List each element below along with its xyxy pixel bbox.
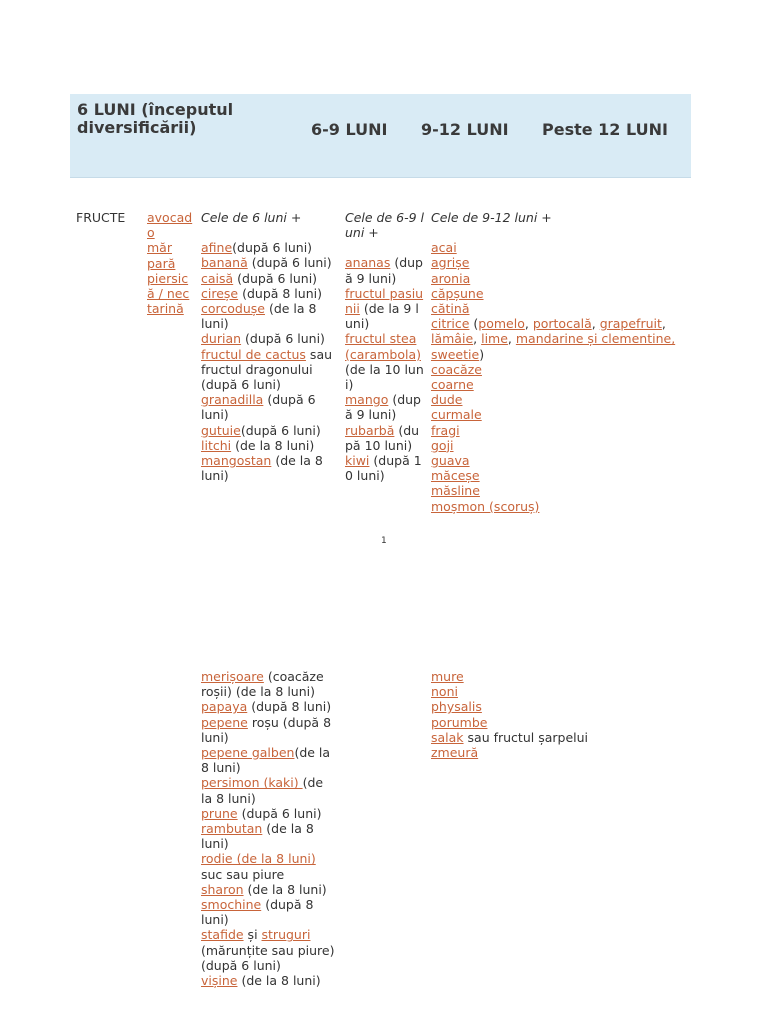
fruit-note: (de la 9 luni) [345, 301, 419, 332]
list-item [431, 715, 699, 730]
fruit-link[interactable]: banană [201, 255, 248, 271]
list-item [431, 684, 699, 699]
fruit-link[interactable]: prune [201, 805, 238, 821]
list-item [345, 255, 425, 285]
list-item [431, 438, 699, 453]
list-item [345, 453, 425, 483]
col-peste-12-intro: Cele de 9-12 luni + [431, 210, 552, 225]
fruit-link[interactable]: cireșe [201, 285, 239, 301]
fruit-link[interactable]: lime [481, 331, 508, 347]
list-item [201, 745, 337, 775]
fruit-note: (de la 8 luni) [237, 973, 321, 989]
col-9-12-list [345, 255, 425, 483]
fruit-link[interactable]: pară [147, 255, 176, 271]
col-9-12-intro: Cele de 6-9 luni + [345, 210, 425, 241]
col-6-9-intro: Cele de 6 luni + [201, 210, 302, 225]
fruit-link[interactable]: struguri [261, 927, 311, 943]
list-item [201, 669, 337, 699]
col-peste-12-luni [431, 210, 699, 514]
fruit-link[interactable]: grapefruit [599, 316, 662, 332]
fruit-note: , [591, 316, 600, 332]
list-item [201, 699, 337, 714]
list-item [201, 775, 337, 805]
fruit-link[interactable]: smochine [201, 897, 262, 913]
fruit-link[interactable]: vișine [201, 973, 238, 989]
col-6-9-luni-continued [201, 669, 337, 988]
fruit-link[interactable]: lămâie [431, 331, 474, 347]
list-item [431, 407, 699, 422]
fruit-note: (mărunțite sau piure) (după 6 luni) [201, 942, 335, 973]
fruit-link[interactable]: mure [431, 669, 464, 684]
fruit-link[interactable]: măr [147, 240, 172, 256]
fruit-note: , [661, 316, 666, 332]
fruit-link[interactable]: corcodușe [201, 301, 265, 317]
list-item [431, 271, 699, 286]
list-item [431, 362, 699, 377]
header-6-9-luni: 6-9 LUNI [311, 120, 388, 139]
fruit-note: (după 6 luni) [232, 240, 313, 256]
fruit-link[interactable]: kiwi [345, 453, 370, 469]
fruit-link[interactable]: goji [431, 437, 454, 453]
list-item [431, 255, 699, 270]
fruit-note: roșu (după 8 luni) [201, 714, 332, 745]
fruit-link[interactable]: măceșe [431, 468, 480, 484]
fruit-link[interactable]: dude [431, 392, 463, 408]
list-item [201, 286, 337, 301]
fruit-note: (după 8 luni) [201, 897, 314, 928]
list-item [147, 210, 193, 240]
fruit-note: (după 6 luni) [233, 270, 318, 286]
fruit-link[interactable]: salak [431, 729, 464, 745]
list-item [201, 301, 337, 331]
fruit-link[interactable]: persimon (kaki) [201, 775, 303, 791]
fruit-link[interactable]: noni [431, 684, 458, 700]
fruit-link[interactable]: gutuie [201, 422, 241, 438]
fruit-link[interactable]: acai [431, 240, 457, 256]
list-item [431, 745, 699, 760]
list-item [431, 240, 699, 255]
fruit-link[interactable]: pomelo [478, 316, 525, 332]
fruit-link[interactable]: rodie (de la 8 luni) [201, 851, 316, 867]
list-item [201, 715, 337, 745]
fruit-link[interactable]: cătină [431, 301, 470, 317]
fruit-link[interactable]: fructul pasiunii [345, 285, 424, 317]
fruit-link[interactable]: fructul de cactus [201, 346, 306, 362]
fruit-note: sau fructul dragonului (după 6 luni) [201, 346, 333, 393]
list-item [431, 301, 699, 316]
list-item [201, 392, 337, 422]
fruit-link[interactable]: coarne [431, 377, 474, 393]
fruit-link[interactable]: coacăze [431, 361, 482, 377]
col-6-luni-list [147, 210, 193, 316]
list-item [201, 821, 337, 851]
list-item [201, 897, 337, 927]
fruit-link[interactable]: moșmon (scoruș) [431, 498, 540, 514]
fruit-link[interactable]: aronia [431, 270, 471, 286]
fruit-link[interactable]: durian [201, 331, 242, 347]
fruit-link[interactable]: litchi [201, 437, 232, 453]
fruit-link[interactable]: ananas [345, 255, 391, 271]
fruit-note: (după 9 luni) [345, 255, 423, 286]
fruit-link[interactable]: piersică / nectarină [147, 270, 190, 317]
fruit-link[interactable]: guava [431, 453, 470, 469]
col-peste-12-luni-continued [431, 669, 699, 760]
fruit-note: (după 9 luni) [345, 392, 421, 423]
fruit-note: , [507, 331, 516, 347]
list-item [345, 331, 425, 392]
header-9-12-luni: 9-12 LUNI [421, 120, 509, 139]
list-item [201, 927, 337, 973]
fruit-note: (după 10 luni) [345, 422, 420, 453]
fruit-note: (de la 8 luni) [243, 881, 327, 897]
fruit-note: (după 10 luni) [345, 453, 422, 484]
list-item [431, 699, 699, 714]
fruit-link[interactable]: căpșune [431, 285, 484, 301]
fruit-link[interactable]: curmale [431, 407, 482, 423]
table-header [70, 94, 691, 178]
fruit-note: (după 8 luni) [247, 699, 332, 715]
list-item [431, 392, 699, 407]
list-item-citrice [431, 316, 699, 362]
fruit-note: (de la 8 luni) [201, 821, 314, 852]
fruit-link[interactable]: mango [345, 392, 389, 408]
fruit-note: suc sau piure [201, 866, 285, 882]
list-item [431, 377, 699, 392]
fruit-link[interactable]: porumbe [431, 714, 488, 730]
fruit-link[interactable]: portocală [532, 316, 592, 332]
list-item [201, 851, 337, 881]
list-item [201, 423, 337, 438]
fruit-link[interactable]: afine [201, 240, 233, 256]
fruit-note: (după 6 luni) [201, 392, 316, 423]
fruit-link[interactable]: stafide [201, 927, 244, 943]
list-item [147, 240, 193, 255]
list-item [201, 453, 337, 483]
list-item [201, 240, 337, 255]
fruit-note: ) [479, 346, 485, 362]
fruit-note: (de la 10 luni) [345, 361, 424, 393]
col-6-9-list [201, 240, 337, 483]
fruit-link[interactable]: fructul stea (carambola) [345, 331, 421, 362]
fruit-note: (după 6 luni) [247, 255, 332, 271]
fruit-link[interactable]: măsline [431, 483, 480, 499]
list-item [431, 453, 699, 468]
list-item [201, 973, 337, 988]
list-item [201, 331, 337, 346]
fruit-note: (după 8 luni) [238, 285, 322, 301]
fruit-note: (de la 8 luni) [201, 453, 323, 484]
list-item [345, 286, 425, 332]
list-item [147, 256, 193, 271]
list-item [147, 271, 193, 317]
list-item [431, 730, 699, 745]
list-item [431, 468, 699, 483]
col-9-12-luni [345, 210, 425, 483]
fruit-note: , [524, 316, 533, 332]
fruit-link[interactable]: merișoare [201, 669, 264, 684]
list-item [201, 806, 337, 821]
col-6-9-luni [201, 210, 337, 483]
fruit-link[interactable]: fragi [431, 422, 460, 438]
row-label-fructe: FRUCTE [76, 210, 126, 225]
fruit-note: (după 6 luni) [237, 805, 322, 821]
fruit-link[interactable]: zmeură [431, 745, 479, 761]
fruit-note: și [243, 927, 262, 943]
fruit-link[interactable]: mandarine și clementine, sweetie [431, 331, 676, 362]
fruit-note: (după 6 luni) [241, 331, 325, 347]
fruit-note: , [473, 331, 482, 347]
fruit-note: (de la 8 luni) [201, 775, 324, 806]
fruit-link[interactable]: granadilla [201, 392, 264, 408]
fruit-link[interactable]: rubarbă [345, 422, 395, 438]
list-item [431, 423, 699, 438]
list-item [431, 483, 699, 498]
fruit-link[interactable]: rambutan [201, 821, 263, 837]
list-item [201, 271, 337, 286]
header-6-luni: 6 LUNI (începutul diversificării) [77, 100, 234, 137]
fruit-note: (de la 8 luni) [201, 301, 317, 332]
page-number: 1 [381, 536, 387, 546]
fruit-link[interactable]: caisă [201, 270, 234, 286]
header-peste-12-luni: Peste 12 LUNI [542, 120, 668, 139]
fruit-note: (după 6 luni) [240, 422, 321, 438]
col-peste-12-list [431, 240, 699, 514]
list-item [431, 499, 699, 514]
fruit-link[interactable]: mangostan [201, 453, 272, 469]
fruit-link[interactable]: sharon [201, 881, 244, 897]
fruit-link[interactable]: pepene [201, 714, 248, 730]
fruit-note: (de la 8 luni) [201, 745, 331, 776]
fruit-link[interactable]: agrișe [431, 255, 470, 271]
fruit-link[interactable]: avocado [147, 210, 193, 241]
list-item [345, 392, 425, 422]
list-item [345, 423, 425, 453]
fruit-note: (coacăze roșii) (de la 8 luni) [201, 669, 324, 700]
fruit-link[interactable]: citrice [431, 316, 470, 332]
list-item [201, 438, 337, 453]
list-item [201, 882, 337, 897]
list-item [431, 669, 699, 684]
fruit-note: (de la 8 luni) [231, 437, 315, 453]
fruit-note: sau fructul șarpelui [463, 729, 588, 745]
list-item [201, 255, 337, 270]
fruit-link[interactable]: physalis [431, 699, 482, 715]
fruit-link[interactable]: pepene galben [201, 745, 295, 761]
list-item [431, 286, 699, 301]
list-item [201, 347, 337, 393]
fruit-link[interactable]: papaya [201, 699, 248, 715]
fruit-note: ( [469, 316, 479, 332]
